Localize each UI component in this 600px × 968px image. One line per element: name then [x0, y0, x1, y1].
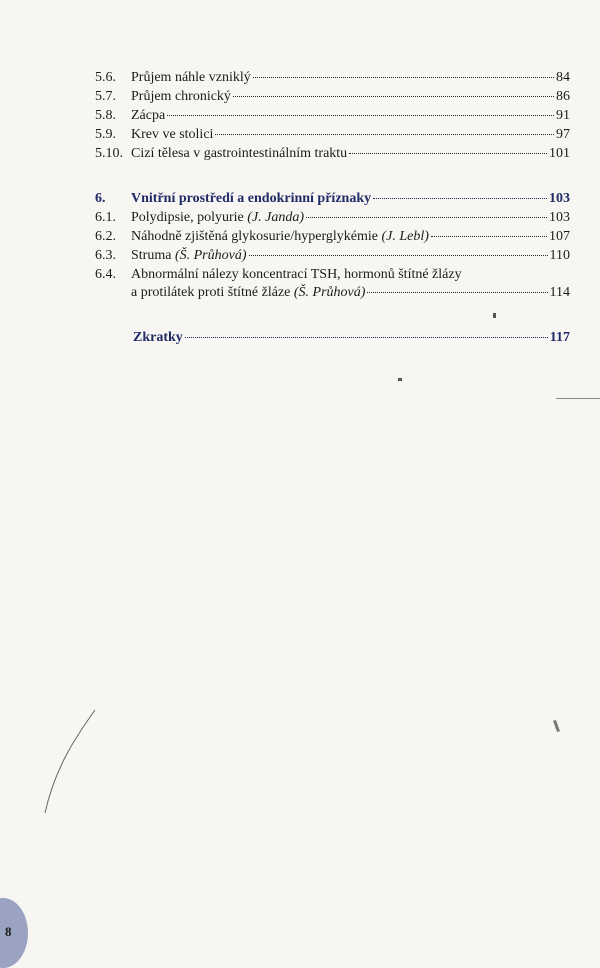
chapter-title: Vnitřní prostředí a endokrinní příznaky	[131, 191, 372, 206]
toc-entry-number: 6.3.	[95, 248, 116, 263]
toc-entry-number: 6.2.	[95, 229, 116, 244]
scan-speck	[493, 313, 496, 318]
toc-entry	[95, 127, 570, 143]
toc-entry	[95, 146, 570, 162]
toc-entry-title: Průjem náhle vzniklý	[131, 70, 251, 85]
toc-entry-number: 5.10.	[95, 146, 123, 161]
toc-entry-author: (J. Janda)	[247, 210, 305, 225]
toc-entry	[95, 108, 570, 124]
toc-entry-title-line1: Abnormální nálezy koncentrací TSH, hormonů štítné žlázy	[131, 267, 462, 282]
dot-leader	[431, 236, 547, 237]
toc-entry-title: Krev ve stolici	[131, 127, 214, 142]
toc-entry-number: 6.1.	[95, 210, 116, 225]
toc-entry-number: 5.9.	[95, 127, 116, 142]
toc-abbreviations	[133, 330, 570, 346]
toc-entry-author: (Š. Průhová)	[293, 285, 366, 300]
scan-speck	[553, 720, 560, 732]
toc-entry-page: 91	[556, 108, 570, 123]
toc-entry	[95, 229, 570, 245]
toc-entry-title: Zácpa	[131, 108, 166, 123]
toc-entry-page: 84	[556, 70, 570, 85]
dot-leader	[367, 292, 547, 293]
scan-line	[556, 398, 600, 399]
toc-entry-author: (J. Lebl)	[381, 229, 429, 244]
toc-entry	[95, 89, 570, 105]
toc-entry-page: 107	[549, 229, 570, 244]
toc-entry-page: 97	[556, 127, 570, 142]
abbreviations-title: Zkratky	[133, 330, 183, 345]
toc-entry-page: 110	[549, 248, 570, 263]
toc-entry-title: Struma	[131, 248, 172, 263]
dot-leader	[233, 96, 554, 97]
dot-leader	[373, 198, 547, 199]
dot-leader	[349, 153, 547, 154]
dot-leader	[185, 337, 548, 338]
toc-entry-number: 6.4.	[95, 267, 116, 282]
toc-entry-multiline	[95, 267, 570, 301]
toc-entry-number: 5.7.	[95, 89, 116, 104]
toc-entry-number: 5.6.	[95, 70, 116, 85]
toc-entry-page: 86	[556, 89, 570, 104]
chapter-page: 103	[549, 191, 570, 206]
toc-entry-page: 103	[549, 210, 570, 225]
chapter-number: 6.	[95, 191, 106, 206]
toc-chapter-heading	[95, 191, 570, 207]
dot-leader	[167, 115, 554, 116]
dot-leader	[249, 255, 548, 256]
dot-leader	[215, 134, 554, 135]
toc-entry-title-line2: a protilátek proti štítné žláze	[131, 285, 291, 300]
toc-entry-number: 5.8.	[95, 108, 116, 123]
scan-stroke	[40, 708, 100, 818]
toc-entry-title: Náhodně zjištěná glykosurie/hyperglykémie	[131, 229, 379, 244]
toc-entry-author: (Š. Průhová)	[174, 248, 247, 263]
toc-entry-title: Cizí tělesa v gastrointestinálním traktu	[131, 146, 348, 161]
toc-entry	[95, 248, 570, 264]
toc-entry-page: 101	[549, 146, 570, 161]
dot-leader	[306, 217, 547, 218]
toc-entry-title: Polydipsie, polyurie	[131, 210, 244, 225]
toc-entry	[95, 210, 570, 226]
dot-leader	[253, 77, 554, 78]
toc-entry-page: 114	[549, 285, 570, 300]
toc-entry	[95, 70, 570, 86]
toc-entry-title: Průjem chronický	[131, 89, 231, 104]
scan-speck	[398, 378, 402, 381]
abbreviations-page: 117	[549, 330, 570, 345]
page-number: 8	[5, 924, 12, 939]
